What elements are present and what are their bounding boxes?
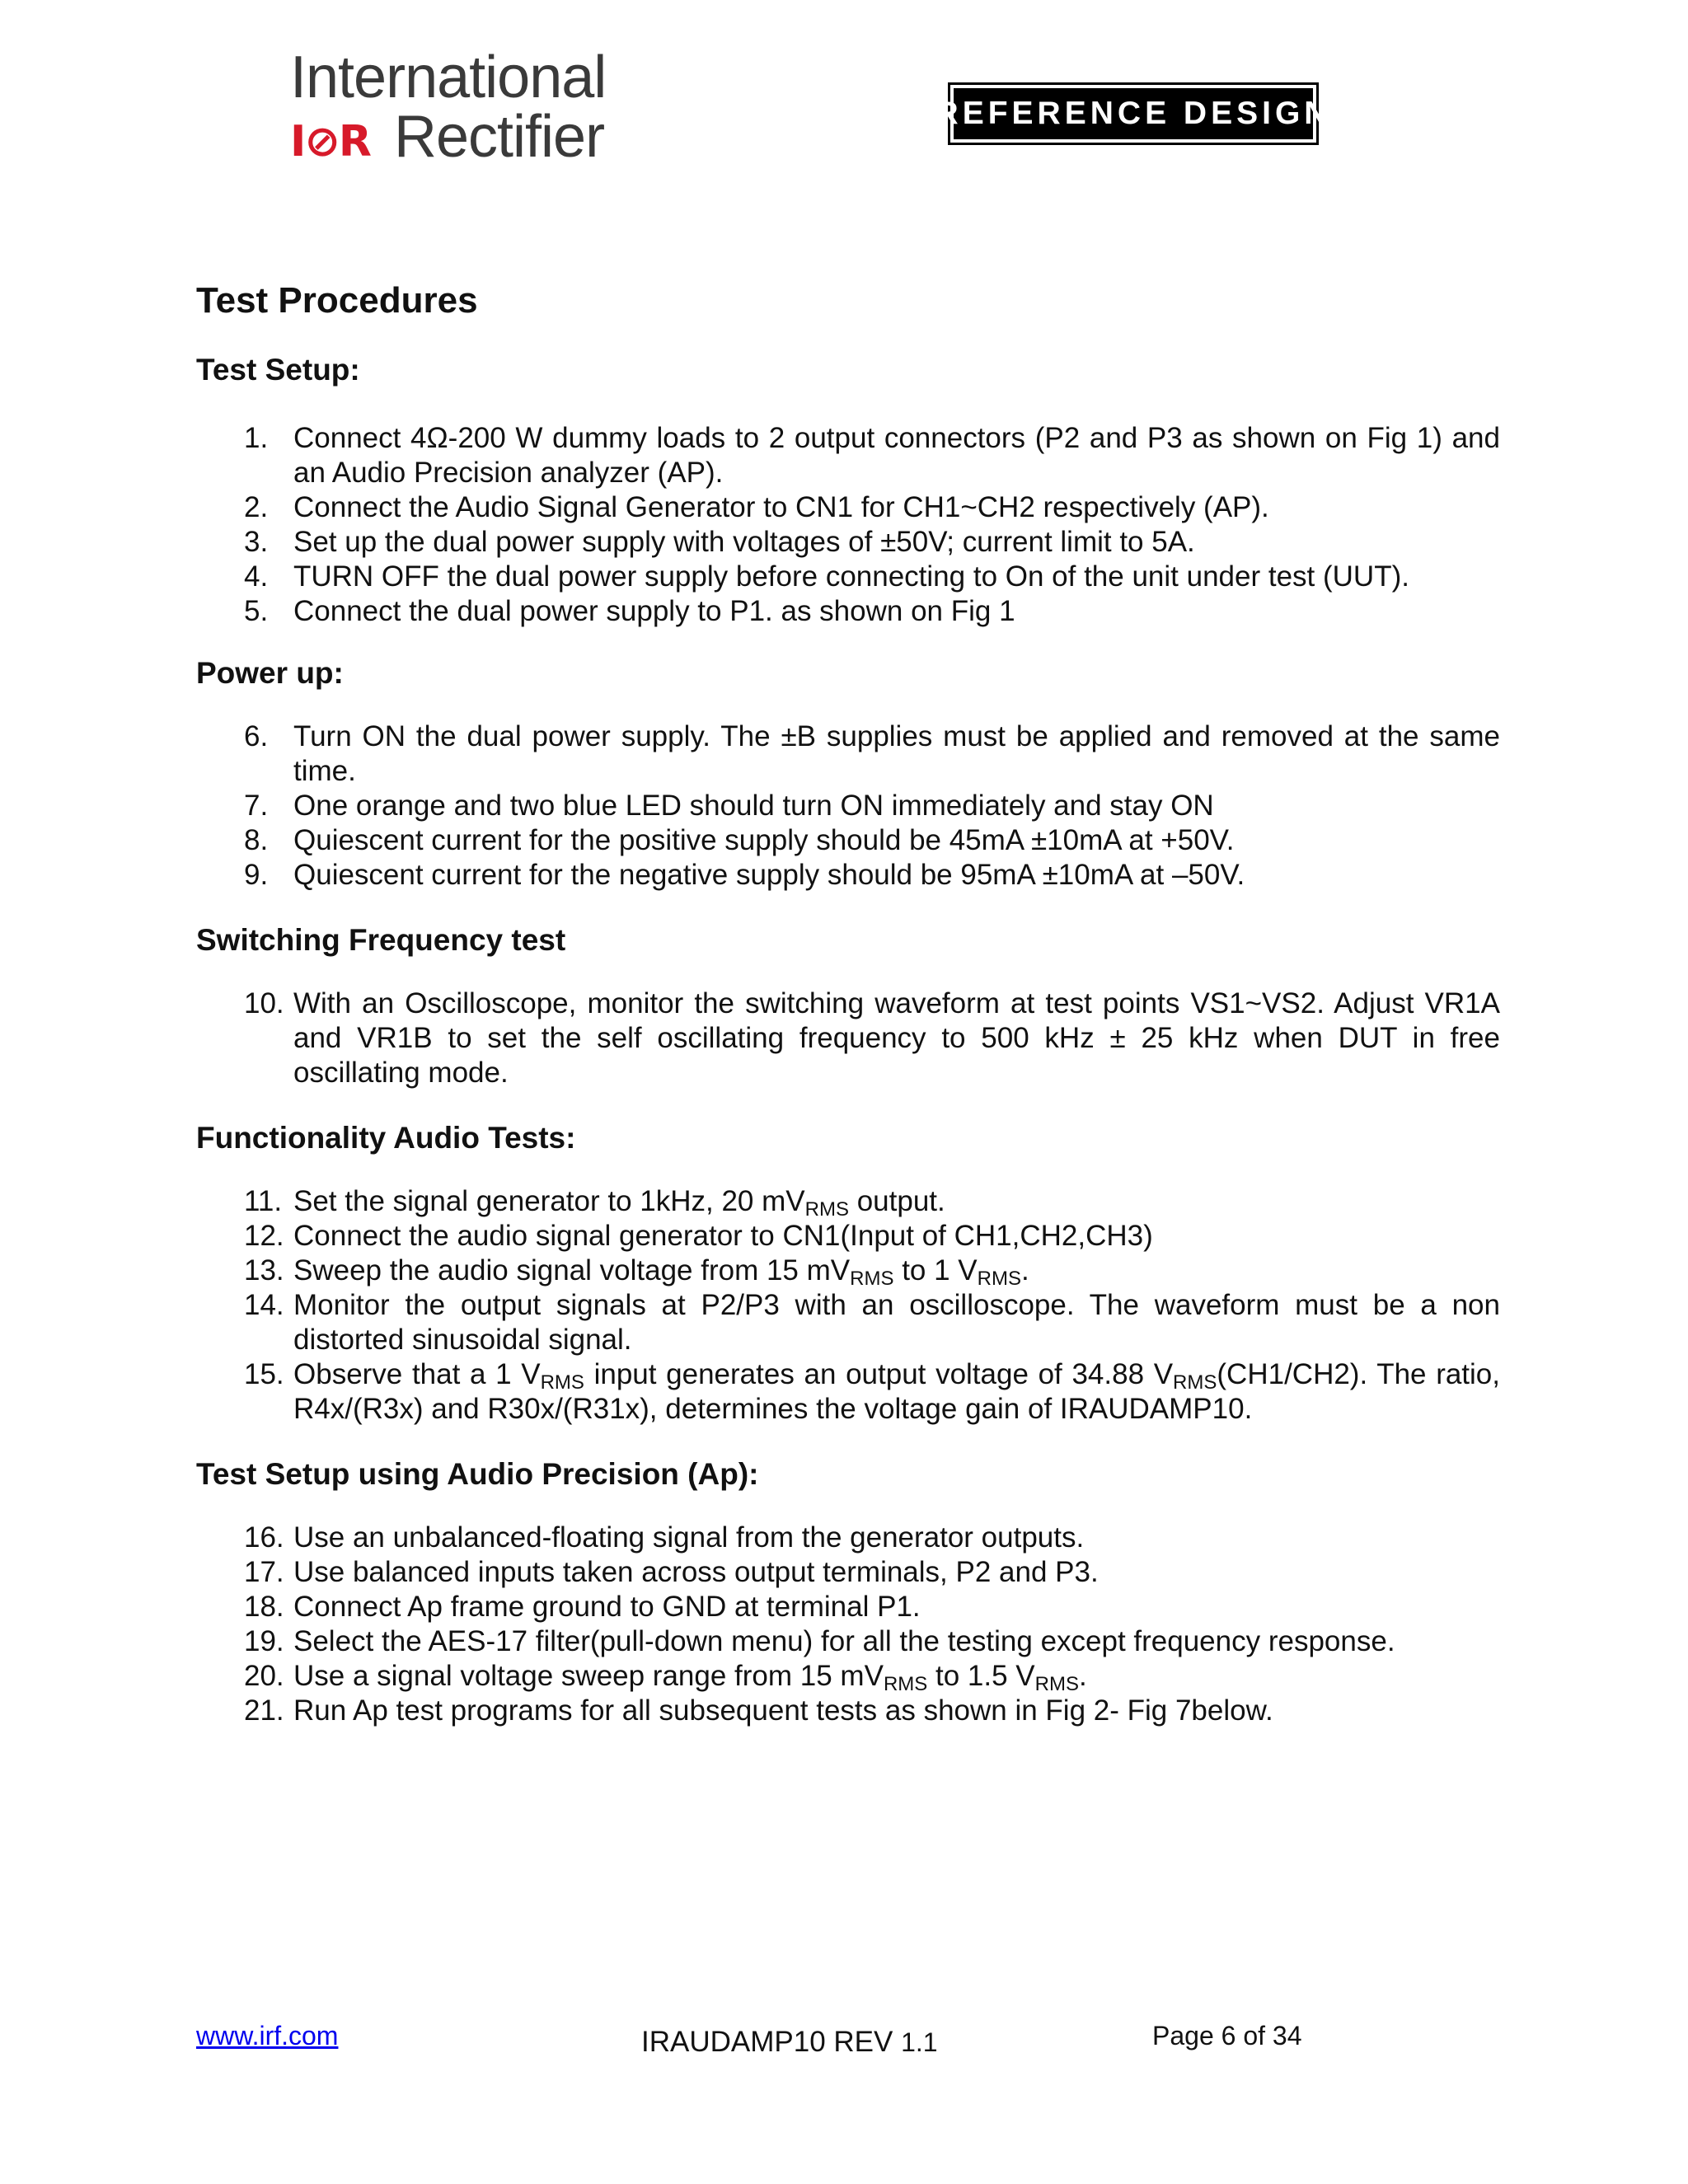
list-test-setup — [196, 421, 1500, 629]
list-item-number: 16. — [244, 1521, 284, 1554]
list-item-text: Monitor the output signals at P2/P3 with an oscilloscope. The waveform must be a non distorted sinusoidal signal. — [293, 1289, 1500, 1356]
list-item-number: 20. — [244, 1660, 284, 1692]
list-item — [196, 490, 1500, 525]
list-item-number: 3. — [244, 526, 269, 558]
list-item-text: Quiescent current for the positive supply should be 45mA ±10mA at +50V. — [293, 824, 1235, 856]
ir-logo — [288, 45, 607, 170]
list-item-number: 13. — [244, 1254, 284, 1286]
footer-document-id — [641, 2026, 938, 2059]
list-item-number: 7. — [244, 790, 269, 822]
list-item-text: . — [1079, 1660, 1087, 1692]
list-item-text: Connect Ap frame ground to GND at terminal P1. — [293, 1591, 921, 1623]
subscript-rms: RMS — [883, 1673, 928, 1695]
list-item-number: 5. — [244, 595, 269, 627]
subscript-rms: RMS — [1173, 1371, 1217, 1394]
list-item-number: 12. — [244, 1220, 284, 1252]
list-item — [196, 1357, 1500, 1427]
list-item-text: One orange and two blue LED should turn ON immediately and stay ON — [293, 790, 1214, 822]
list-audio-precision — [196, 1521, 1500, 1728]
list-item-number: 8. — [244, 824, 269, 856]
list-item-number: 19. — [244, 1625, 284, 1657]
list-item-text: input generates an output voltage of 34.88 V — [584, 1358, 1174, 1390]
subscript-rms: RMS — [804, 1198, 849, 1221]
list-item-number: 1. — [244, 422, 269, 454]
reference-design-label: REFERENCE DESIGN — [954, 88, 1313, 139]
list-item-text: output. — [848, 1185, 945, 1217]
list-item — [196, 560, 1500, 594]
footer-page-number: Page 6 of 34 — [1152, 2021, 1302, 2050]
list-item — [196, 789, 1500, 823]
subscript-rms: RMS — [977, 1268, 1021, 1290]
list-item-number: 4. — [244, 560, 269, 593]
list-item-number: 11. — [244, 1185, 283, 1217]
list-item — [196, 719, 1500, 789]
list-item-text: to 1 V — [893, 1254, 978, 1286]
list-item-number: 17. — [244, 1556, 284, 1588]
list-item — [196, 1590, 1500, 1624]
list-item-number: 10. — [244, 987, 284, 1019]
list-item — [196, 1184, 1500, 1219]
list-item-text: Use balanced inputs taken across output terminals, P2 and P3. — [293, 1556, 1099, 1588]
document-body — [196, 276, 1500, 1728]
list-item-number: 9. — [244, 859, 269, 891]
list-item — [196, 1694, 1500, 1728]
section-heading-functionality-audio: Functionality Audio Tests: — [196, 1121, 576, 1155]
list-item-text: Run Ap test programs for all subsequent tests as shown in Fig 2- Fig 7below. — [293, 1694, 1273, 1727]
list-item-number: 2. — [244, 491, 269, 523]
list-item-text: Use a signal voltage sweep range from 15 mV — [293, 1660, 884, 1692]
list-item — [196, 1624, 1500, 1659]
list-item — [196, 421, 1500, 490]
section-heading-switching-frequency: Switching Frequency test — [196, 923, 566, 957]
list-item — [196, 858, 1500, 893]
footer-doc-revision: 1.1 — [901, 2027, 938, 2057]
section-heading-test-setup: Test Setup: — [196, 353, 360, 387]
list-item-text: Connect the Audio Signal Generator to CN1 for CH1~CH2 respectively (AP). — [293, 491, 1269, 523]
list-item — [196, 1288, 1500, 1357]
list-item-text: TURN OFF the dual power supply before connecting to On of the unit under test (UUT). — [293, 560, 1409, 593]
list-item — [196, 594, 1500, 629]
list-item-number: 18. — [244, 1591, 284, 1623]
list-item — [196, 1521, 1500, 1555]
ir-logo-icon — [290, 117, 389, 166]
list-item-number: 6. — [244, 720, 269, 752]
list-item-text: . — [1020, 1254, 1029, 1286]
section-heading-power-up: Power up: — [196, 656, 344, 690]
list-switching-frequency — [196, 987, 1500, 1090]
list-item — [196, 1555, 1500, 1590]
list-item-text: Sweep the audio signal voltage from 15 mV — [293, 1254, 851, 1286]
subscript-rms: RMS — [540, 1371, 584, 1394]
list-item — [196, 823, 1500, 858]
list-item — [196, 525, 1500, 560]
section-heading-audio-precision: Test Setup using Audio Precision (Ap): — [196, 1457, 759, 1491]
list-item-text: Set the signal generator to 1kHz, 20 mV — [293, 1185, 805, 1217]
list-item-text: Turn ON the dual power supply. The ±B supplies must be applied and removed at the same time. — [293, 720, 1500, 787]
list-item-text: With an Oscilloscope, monitor the switching waveform at test points VS1~VS2. Adjust VR1A and VR1B to set the self oscillating frequency to 500 kHz ± 25 kHz when DUT in free oscillating mode. — [293, 987, 1500, 1089]
subscript-rms: RMS — [850, 1268, 894, 1290]
page-title: Test Procedures — [196, 280, 478, 321]
list-functionality-audio — [196, 1184, 1500, 1427]
list-item — [196, 987, 1500, 1090]
logo-text-international: International — [290, 45, 607, 110]
list-item-text: Select the AES-17 filter(pull-down menu) for all the testing except frequency response. — [293, 1625, 1395, 1657]
list-item-number: 21. — [244, 1694, 284, 1727]
footer-website-link[interactable]: www.irf.com — [196, 2021, 339, 2050]
list-item — [196, 1219, 1500, 1254]
list-power-up — [196, 719, 1500, 893]
list-item-text: to 1.5 V — [927, 1660, 1035, 1692]
list-item-text: (CH1/CH2). The ratio, R4x/(R3x) and R30x/(R31x), determines the voltage gain of IRAUDAMP10. — [293, 1358, 1500, 1425]
list-item-text: Observe that a 1 V — [293, 1358, 541, 1390]
list-item-text: Set up the dual power supply with voltages of ±50V; current limit to 5A. — [293, 526, 1195, 558]
list-item-text: Use an unbalanced-floating signal from the generator outputs. — [293, 1521, 1085, 1554]
list-item-number: 14. — [244, 1289, 284, 1321]
list-item-text: Connect 4Ω-200 W dummy loads to 2 output connectors (P2 and P3 as shown on Fig 1) and an Audio Precision analyzer (AP). — [293, 422, 1500, 489]
list-item-text: Connect the dual power supply to P1. as shown on Fig 1 — [293, 595, 1015, 627]
reference-design-badge — [935, 82, 1332, 145]
footer-doc-name: IRAUDAMP10 REV — [641, 2026, 893, 2058]
list-item — [196, 1659, 1500, 1694]
list-item-text: Connect the audio signal generator to CN1(Input of CH1,CH2,CH3) — [293, 1220, 1153, 1252]
list-item-text: Quiescent current for the negative supply should be 95mA ±10mA at –50V. — [293, 859, 1245, 891]
logo-ir-mark: I⊘R — [290, 117, 370, 166]
list-item — [196, 1254, 1500, 1288]
subscript-rms: RMS — [1034, 1673, 1079, 1695]
logo-text-rectifier: Rectifier — [394, 104, 605, 170]
list-item-number: 15. — [244, 1358, 284, 1390]
